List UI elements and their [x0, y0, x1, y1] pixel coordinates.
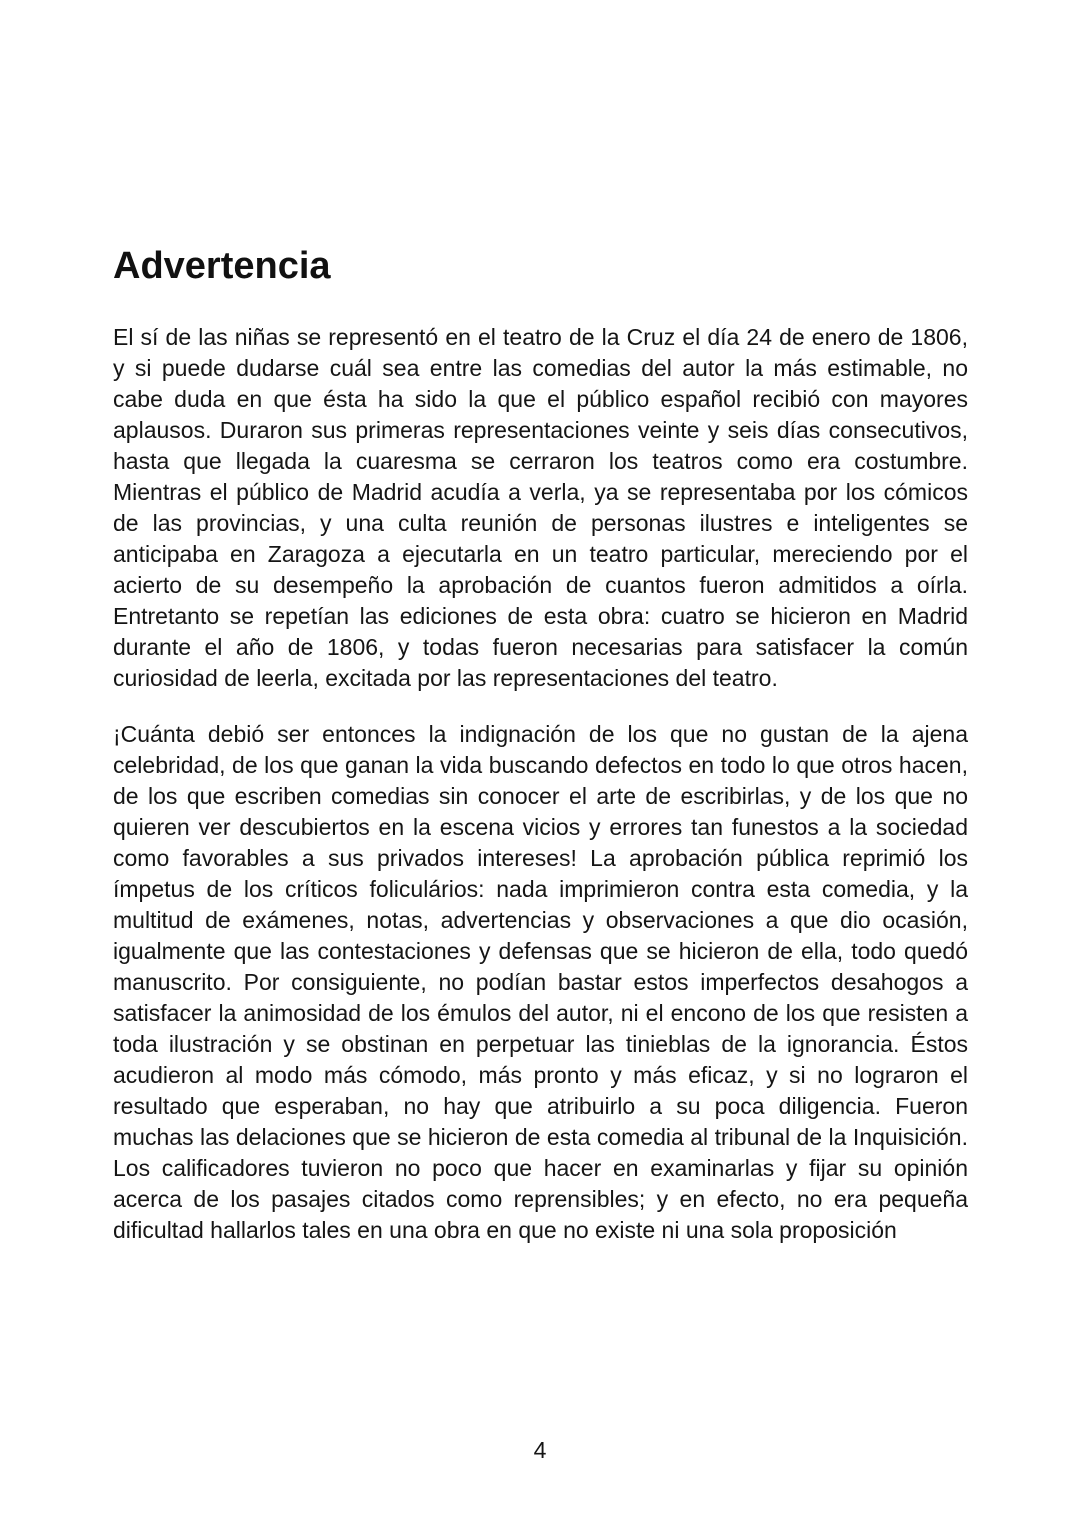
section-title: Advertencia — [113, 245, 331, 287]
page-number: 4 — [533, 1437, 547, 1463]
body-paragraph: El sí de las niñas se representó en el teatro de la Cruz el día 24 de enero de 1806, y si puede dudarse cuál sea entre las comedias del autor la más estimable, no cabe duda en que ésta ha sido la que el público español recibió con mayores aplausos. Duraron sus primeras representaciones veinte y seis días consecutivos, hasta que llegada la cuaresma se cerraron los teatros como era costumbre. Mientras el público de Madrid acudía a verla, ya se representaba por los cómicos de las provincias, y una culta reunión de personas ilustres e inteligentes se anticipaba en Zaragoza a ejecutarla en un teatro particular, mereciendo por el acierto de su desempeño la aprobación de cuantos fueron admitidos a oírla. Entretanto se repetían las ediciones de esta obra: cuatro se hicieron en Madrid durante el año de 1806, y todas fueron necesarias para satisfacer la común curiosidad de leerla, excitada por las representaciones del teatro. — [113, 324, 968, 691]
body-paragraph: ¡Cuánta debió ser entonces la indignación de los que no gustan de la ajena celebridad, de los que ganan la vida buscando defectos en todo lo que otros hacen, de los que escriben comedias sin conocer el arte de escribirlas, y de los que no quieren ver descubiertos en la escena vicios y errores tan funestos a la sociedad como favorables a sus privados intereses! La aprobación pública reprimió los ímpetus de los críticos foliculários: nada imprimieron contra esta comedia, y la multitud de exámenes, notas, advertencias y observaciones a que dio ocasión, igualmente que las contestaciones y defensas que se hicieron de ella, todo quedó manuscrito. Por consiguiente, no podían bastar estos imperfectos desahogos a satisfacer la animosidad de los émulos del autor, ni el encono de los que resisten a toda ilustración y se obstinan en perpetuar las tinieblas de la ignorancia. Éstos acudieron al modo más cómodo, más pronto y más eficaz, y si no lograron el resultado que esperaban, no hay que atribuirlo a su poca diligencia. Fueron muchas las delaciones que se hicieron de esta comedia al tribunal de la Inquisición. Los calificadores tuvieron no poco que hacer en examinarlas y fijar su opinión acerca de los pasajes citados como reprensibles; y en efecto, no era pequeña dificultad hallarlos tales en una obra en que no existe ni una sola proposición — [113, 721, 968, 1243]
page-content — [113, 244, 968, 1246]
